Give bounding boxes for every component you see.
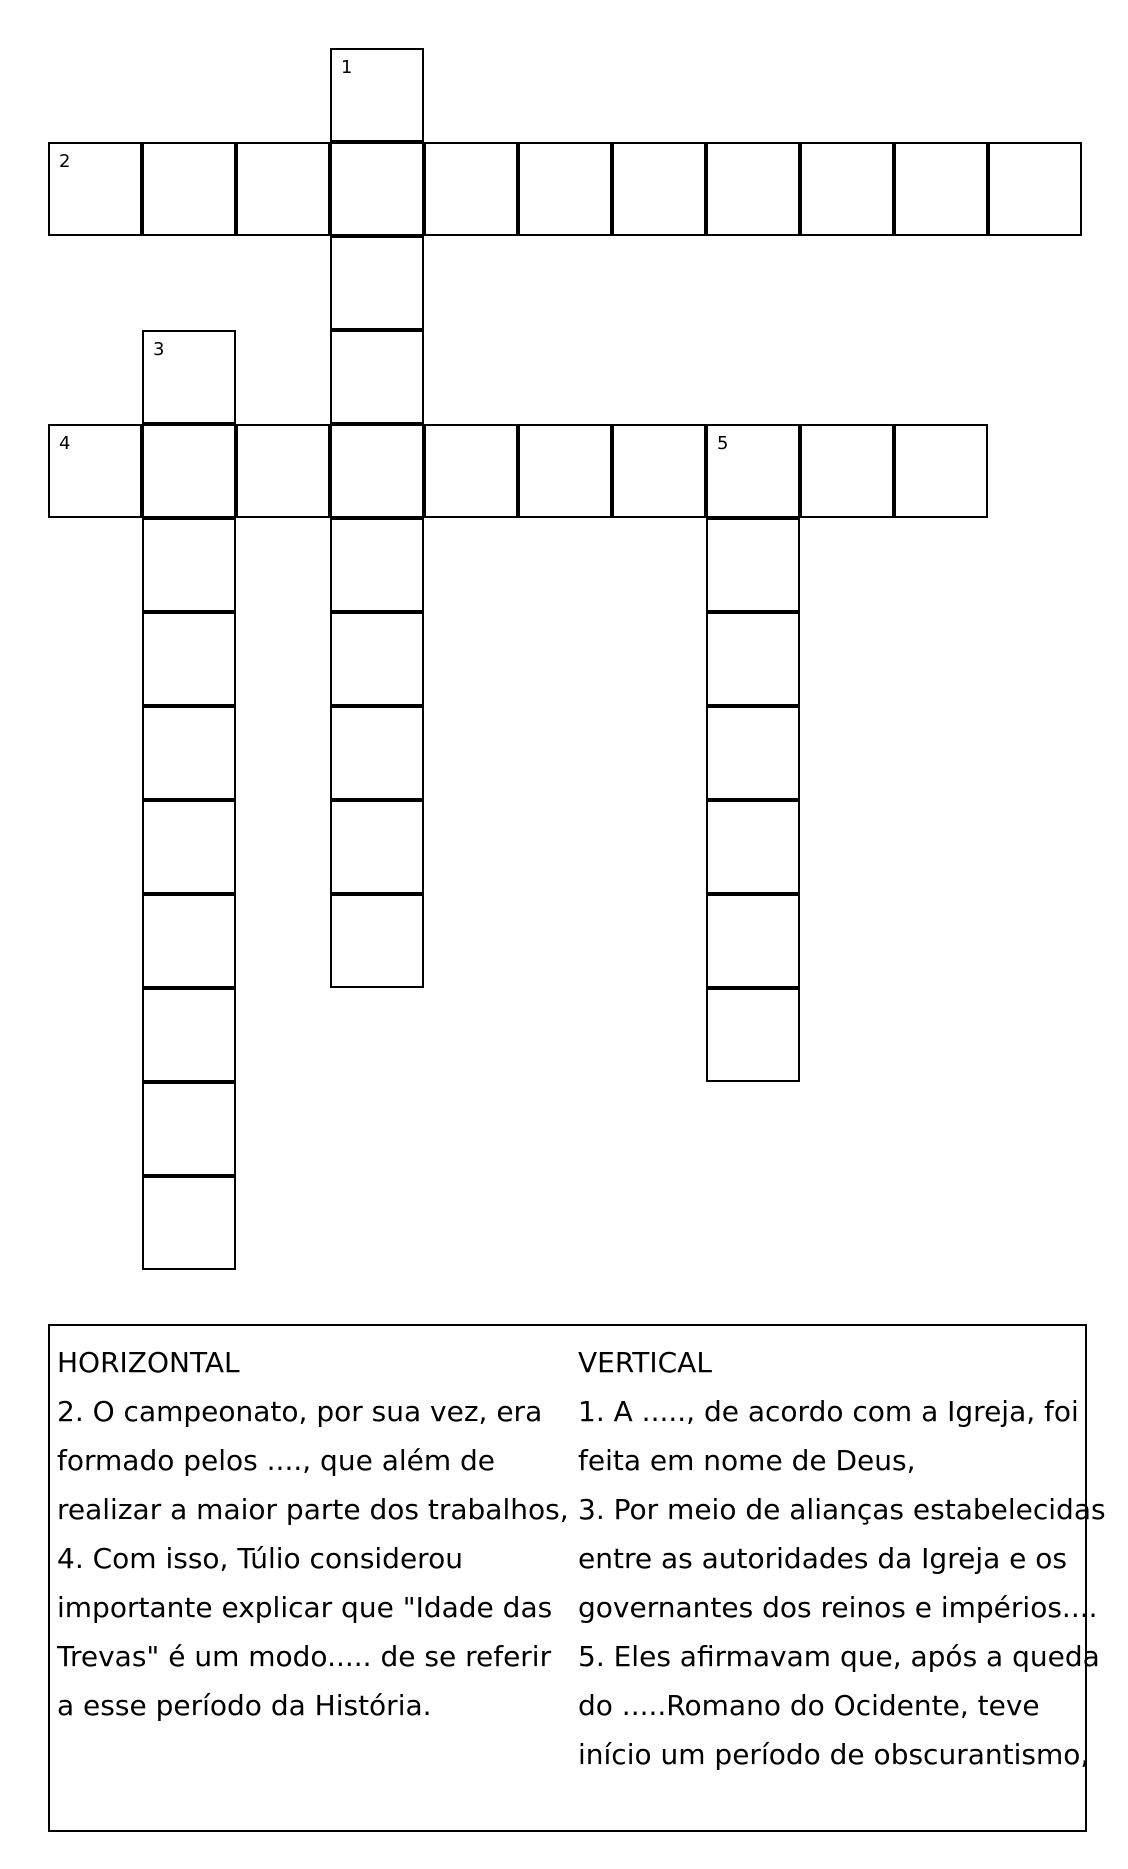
horizontal-clues	[57, 1338, 572, 1730]
clue-line: realizar a maior parte dos trabalhos,	[57, 1493, 569, 1526]
crossword-cell[interactable]	[142, 1176, 236, 1270]
crossword-cell[interactable]	[48, 142, 142, 236]
crossword-cell[interactable]	[706, 706, 800, 800]
crossword-cell[interactable]	[142, 1082, 236, 1176]
crossword-cell[interactable]	[330, 518, 424, 612]
crossword-cell[interactable]	[894, 424, 988, 518]
crossword-cell[interactable]	[706, 424, 800, 518]
crossword-cell[interactable]	[706, 518, 800, 612]
vertical-title: VERTICAL	[578, 1346, 712, 1379]
clue-number: 1	[341, 57, 353, 78]
crossword-cell[interactable]	[330, 612, 424, 706]
clue-line: feita em nome de Deus,	[578, 1444, 916, 1477]
crossword-cell[interactable]	[424, 424, 518, 518]
crossword-cell[interactable]	[142, 142, 236, 236]
clue-line: importante explicar que "Idade das	[57, 1591, 553, 1624]
crossword-cell[interactable]	[988, 142, 1082, 236]
clue-line: Trevas" é um modo..... de se referir	[57, 1640, 552, 1673]
crossword-cell[interactable]	[330, 330, 424, 424]
crossword-cell[interactable]	[48, 424, 142, 518]
crossword-cell[interactable]	[706, 988, 800, 1082]
crossword-cell[interactable]	[330, 800, 424, 894]
crossword-cell[interactable]	[330, 48, 424, 142]
crossword-cell[interactable]	[330, 236, 424, 330]
crossword-cell[interactable]	[330, 142, 424, 236]
clue-line: 4. Com isso, Túlio considerou	[57, 1542, 463, 1575]
crossword-cell[interactable]	[142, 800, 236, 894]
crossword-cell[interactable]	[518, 142, 612, 236]
clue-line: 1. A ....., de acordo com a Igreja, foi	[578, 1395, 1079, 1428]
crossword-cell[interactable]	[142, 988, 236, 1082]
crossword-cell[interactable]	[800, 142, 894, 236]
clue-line: entre as autoridades da Igreja e os	[578, 1542, 1068, 1575]
crossword-cell[interactable]	[142, 706, 236, 800]
crossword-cell[interactable]	[142, 424, 236, 518]
crossword-cell[interactable]	[330, 424, 424, 518]
clue-number: 5	[717, 433, 729, 454]
clue-line: 3. Por meio de alianças estabelecidas	[578, 1493, 1106, 1526]
clue-line: formado pelos ...., que além de	[57, 1444, 496, 1477]
crossword-cell[interactable]	[706, 800, 800, 894]
clue-line: 5. Eles afirmavam que, após a queda	[578, 1640, 1100, 1673]
clue-number: 4	[59, 433, 71, 454]
crossword-cell[interactable]	[706, 894, 800, 988]
crossword-cell[interactable]	[800, 424, 894, 518]
clue-line: governantes dos reinos e impérios....	[578, 1591, 1098, 1624]
crossword-cell[interactable]	[706, 612, 800, 706]
clue-number: 3	[153, 339, 165, 360]
crossword-cell[interactable]	[612, 424, 706, 518]
vertical-clues	[578, 1338, 1106, 1779]
crossword-cell[interactable]	[424, 142, 518, 236]
crossword-cell[interactable]	[518, 424, 612, 518]
crossword-cell[interactable]	[142, 518, 236, 612]
crossword-cell[interactable]	[142, 330, 236, 424]
crossword-cell[interactable]	[236, 424, 330, 518]
horizontal-title: HORIZONTAL	[57, 1346, 240, 1379]
clue-line: início um período de obscurantismo,	[578, 1738, 1090, 1771]
crossword-cell[interactable]	[142, 612, 236, 706]
clue-number: 2	[59, 151, 71, 172]
clue-line: do .....Romano do Ocidente, teve	[578, 1689, 1040, 1722]
crossword-cell[interactable]	[142, 894, 236, 988]
crossword-cell[interactable]	[236, 142, 330, 236]
clue-line: 2. O campeonato, por sua vez, era	[57, 1395, 543, 1428]
crossword-cell[interactable]	[706, 142, 800, 236]
crossword-cell[interactable]	[330, 706, 424, 800]
crossword-cell[interactable]	[330, 894, 424, 988]
clue-line: a esse período da História.	[57, 1689, 432, 1722]
clues-box	[48, 1324, 1106, 1832]
crossword-cell[interactable]	[612, 142, 706, 236]
crossword-cell[interactable]	[894, 142, 988, 236]
